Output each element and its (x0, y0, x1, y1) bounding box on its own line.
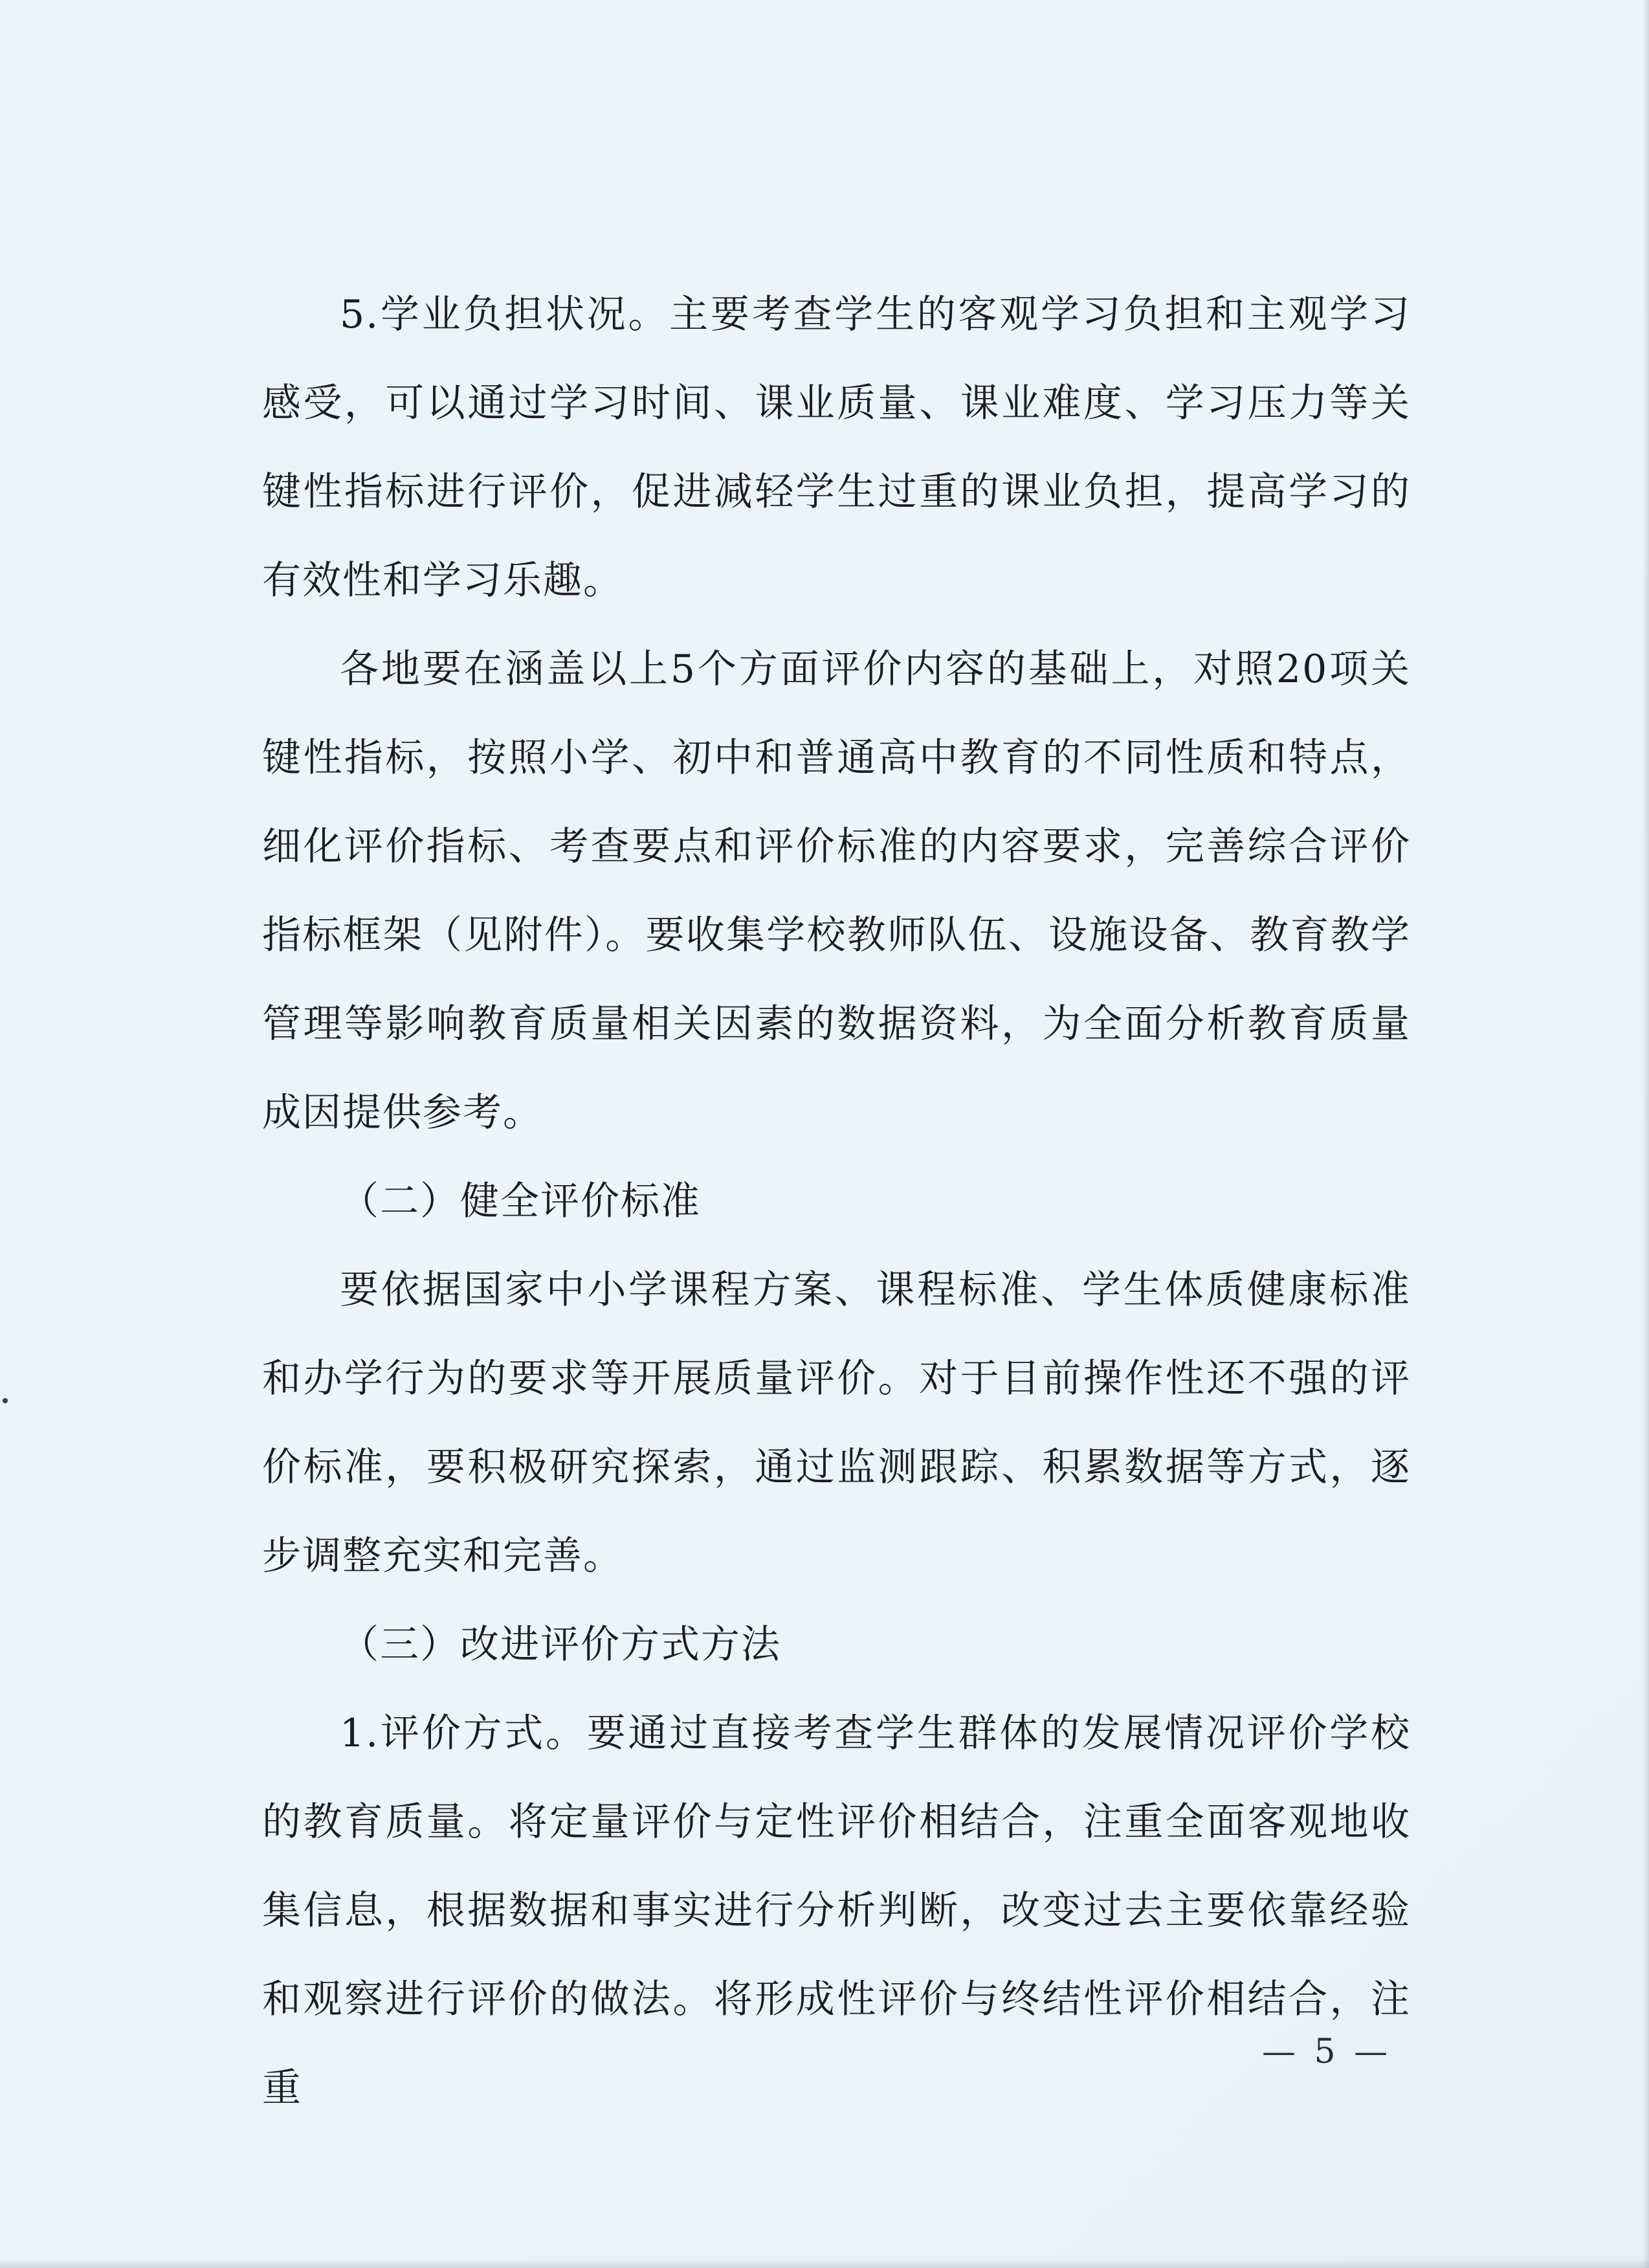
paragraph-evaluation-content: 各地要在涵盖以上5个方面评价内容的基础上，对照20项关键性指标，按照小学、初中和普通高中教育的不同性质和特点，细化评价指标、考查要点和评价标准的内容要求，完善综合评价指标框架（见附件）。要收集学校教师队伍、设施设备、教育教学管理等影响教育质量相关因素的数据资料，为全面分析教育质量成因提供参考。 (262, 647, 1411, 1135)
scan-edge-bottom (0, 2259, 1649, 2268)
paragraph-evaluation-standards: 要依据国家中小学课程方案、课程标准、学生体质健康标准和办学行为的要求等开展质量评价。对于目前操作性还不强的评价标准，要积极研究探索，通过监测跟踪、积累数据等方式，逐步调整充实和完善。 (262, 1267, 1411, 1579)
section-heading-evaluation-standards: （二）健全评价标准 (340, 1179, 701, 1224)
page-number: — 5 — (1262, 2032, 1392, 2071)
scan-edge-right (1643, 0, 1649, 2268)
document-body (262, 271, 1411, 2133)
section-heading-evaluation-methods: （三）改进评价方式方法 (340, 1622, 781, 1667)
paragraph-evaluation-method: 1.评价方式。要通过直接考查学生群体的发展情况评价学校的教育质量。将定量评价与定性评价相结合，注重全面客观地收集信息，根据数据和事实进行分析判断，改变过去主要依靠经验和观察进行评价的做法。将形成性评价与终结性评价相结合，注重 (262, 1711, 1411, 2111)
scan-speck (3, 1398, 8, 1403)
paragraph-academic-burden: 5.学业负担状况。主要考查学生的客观学习负担和主观学习感受，可以通过学习时间、课业质量、课业难度、学习压力等关键性指标进行评价，促进减轻学生过重的课业负担，提高学习的有效性和学习乐趣。 (262, 292, 1411, 603)
